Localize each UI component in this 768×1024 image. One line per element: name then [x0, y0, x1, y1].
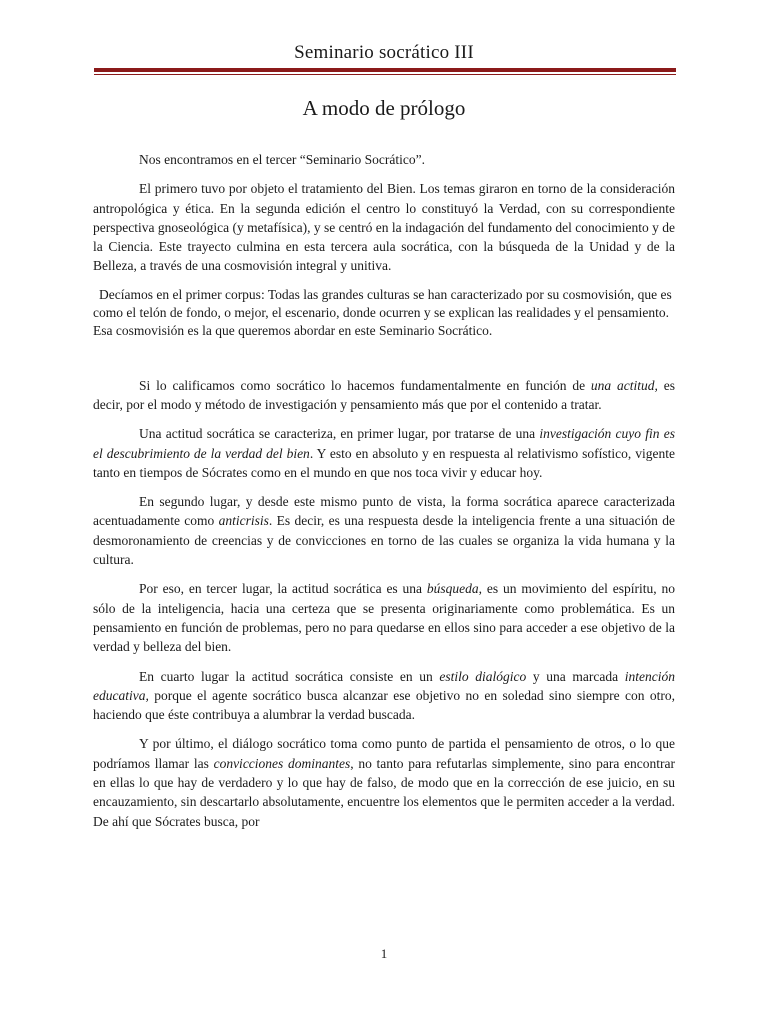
text-run: , es un movimiento del espíritu, no sólo de la inteligencia, hacia una certeza que se presenta originariamente como problemática. Es un pensamiento en función de problemas, pero no para quedarse en ellos sino para acceder a ese objetivo de la verdad y belleza del bien.	[93, 581, 675, 655]
page-number: 1	[380, 946, 388, 961]
paragraph-4	[93, 376, 675, 415]
text-run: Y por último, el diálogo socrático toma como punto de partida el pensamiento de otros, o lo que podríamos llamar las	[93, 736, 675, 771]
paragraph-8	[93, 667, 675, 725]
header-rule-thick	[94, 68, 676, 72]
paragraph-5	[93, 424, 675, 482]
text-run: Si lo calificamos como socrático lo hacemos fundamentalmente en función de	[139, 377, 591, 393]
header-rule-thin	[94, 74, 676, 75]
text-run: . Y esto en absoluto y en respuesta al relativismo sofístico, vigente tanto en tiempos de Sócrates como en el mundo en que nos toca vivir y educar hoy.	[93, 445, 675, 480]
header-title: Seminario socrático III	[294, 42, 474, 63]
text-run: Por eso, en tercer lugar, la actitud socrática es una	[139, 581, 427, 597]
text-run: En segundo lugar, y desde este mismo punto de vista, la forma socrática aparece caracterizada acentuadamente como	[93, 494, 675, 529]
paragraph-9	[93, 734, 675, 830]
paragraph-1	[93, 150, 675, 169]
paragraph-6	[93, 492, 675, 569]
italic-text: búsqueda	[426, 581, 479, 597]
paragraph-spacer	[93, 352, 675, 376]
paragraph-3	[93, 286, 675, 341]
text-run: El primero tuvo por objeto el tratamiento del Bien. Los temas giraron en torno de la consideración antropológica y ética. En la segunda edición el centro lo constituyó la Verdad, con su correspondiente perspectiva gnoseológica (y metafísica), y se centró en la indagación del fundamento del conocimiento y de la Ciencia. Este trayecto culmina en esta tercera aula socrática, con la búsqueda de la Unidad y de la Belleza, a través de una cosmovisión integral y unitiva.	[93, 181, 675, 274]
text-run: , no tanto para refutarlas simplemente, sino para encontrar en ellas lo que hay de verdadero y lo que hay de falso, de modo que en la corrección de ese juicio, en su encauzamiento, sin descartarlo absolutamente, encuentre los elementos que le permiten acceder a la verdad. De ahí que Sócrates busca, por	[93, 755, 675, 829]
italic-text: convicciones dominantes	[213, 755, 351, 771]
text-run: Una actitud socrática se caracteriza, en primer lugar, por tratarse de una	[139, 426, 540, 442]
document-body	[93, 150, 675, 841]
paragraph-7	[93, 579, 675, 656]
text-run: porque el agente socrático busca alcanzar ese objetivo no en soledad sino siempre con otro, haciendo que éste contribuya a alumbrar la verdad buscada.	[93, 687, 675, 723]
text-run: y una marcada	[526, 668, 625, 684]
italic-text: intención educativa,	[93, 668, 675, 703]
italic-text: investigación cuyo fin es el descubrimiento de la verdad del bien	[93, 426, 675, 461]
paragraph-2	[93, 179, 675, 275]
text-run: Decíamos en el primer corpus: Todas las grandes culturas se han caracterizado por su cosmovisión, que es como el telón de fondo, o mejor, el escenario, donde ocurren y se explican las realidades y el pensamiento. Esa cosmovisión es la que queremos abordar en este Seminario Socrático.	[93, 286, 672, 339]
italic-text: una actitud,	[590, 377, 658, 393]
text-run: Nos encontramos en el tercer “Seminario Socrático”.	[139, 152, 426, 167]
text-run: es decir, por el modo y método de investigación y pensamiento más que por el contenido a tratar.	[93, 377, 675, 412]
italic-text: anticrisis	[218, 513, 269, 529]
page-title: A modo de prólogo	[302, 96, 466, 120]
italic-text: estilo dialógico	[439, 668, 527, 684]
text-run: En cuarto lugar la actitud socrática consiste en un	[139, 668, 440, 684]
text-run: . Es decir, es una respuesta desde la inteligencia frente a una situación de desmoronamiento de creencias y de convicciones en torno de las cuales se organiza la vida humana y la cultura.	[93, 513, 675, 568]
